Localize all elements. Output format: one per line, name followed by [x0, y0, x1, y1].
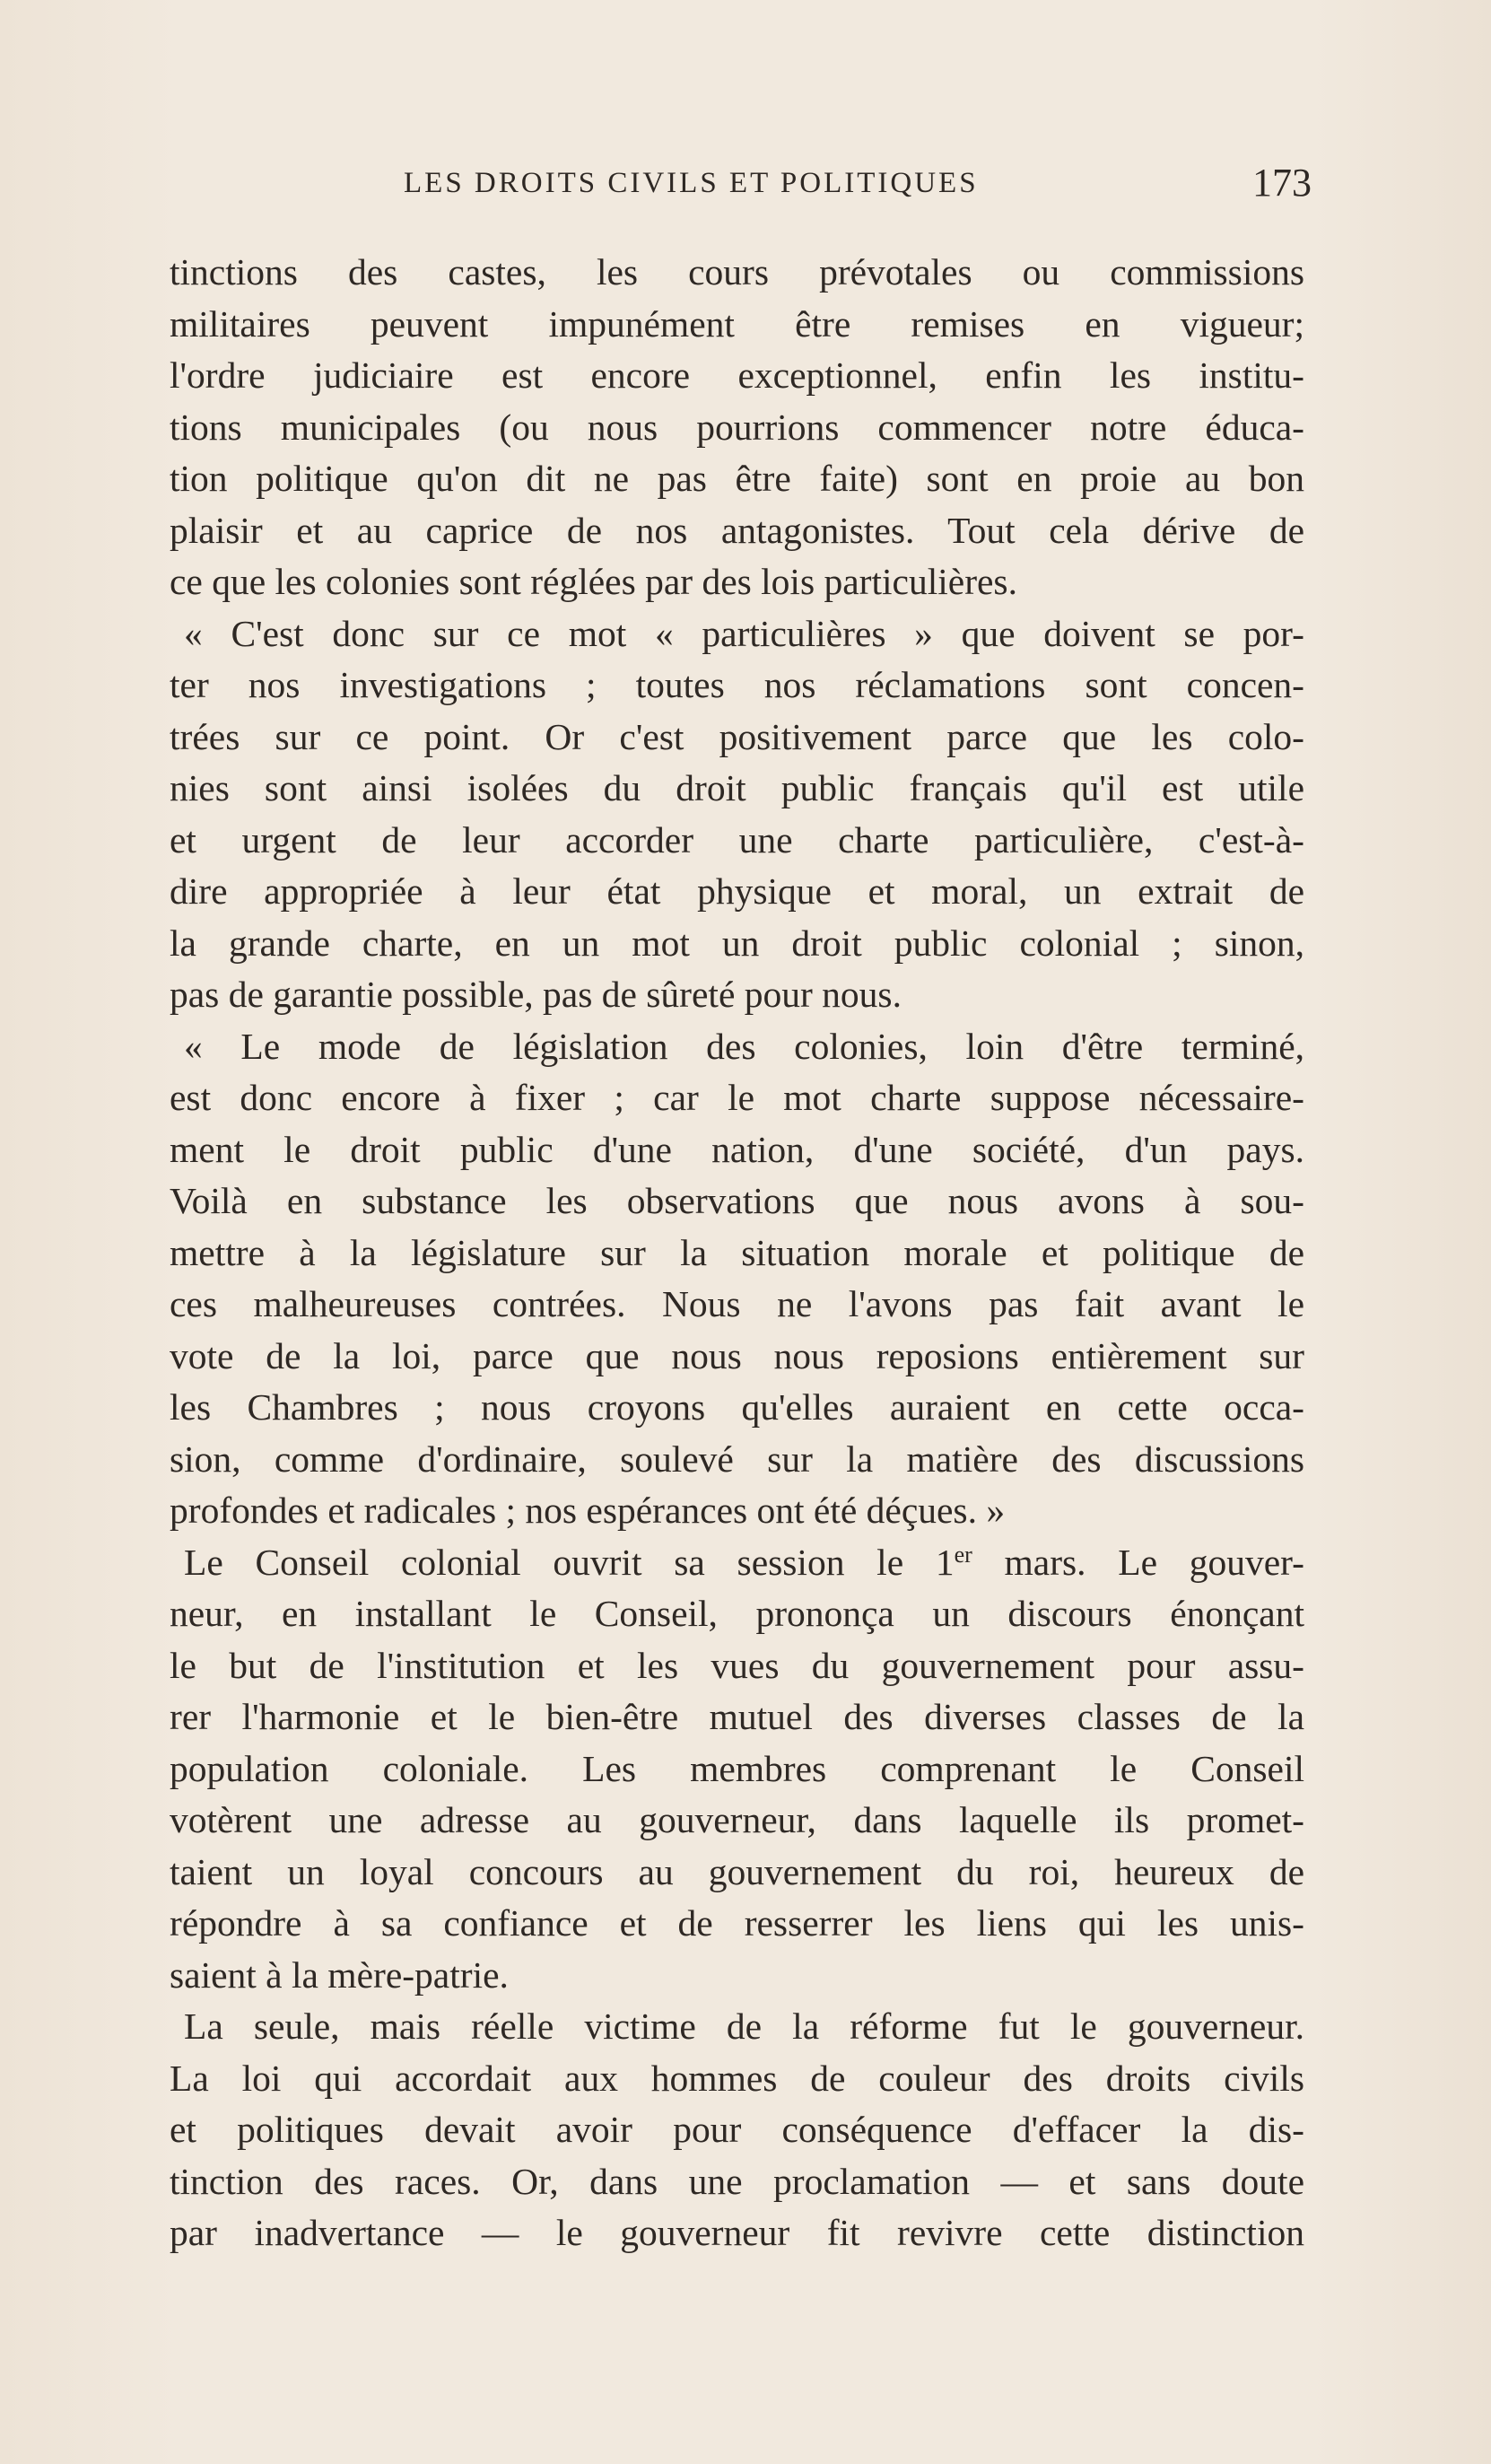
page-header	[404, 160, 1312, 210]
text-line: ter nos investigations ; toutes nos réclamations sont concen-	[170, 664, 1304, 705]
text-line: et urgent de leur accorder une charte particulière, c'est-à-	[170, 818, 1304, 861]
line-text-after-superscript: mars. Le gouver-	[972, 1541, 1304, 1583]
text-line: l'ordre judiciaire est encore exceptionnel, enfin les institu-	[170, 354, 1304, 396]
text-line: les Chambres ; nous croyons qu'elles auraient en cette occa-	[170, 1386, 1304, 1428]
text-line: mettre à la législature sur la situation morale et politique de	[170, 1231, 1304, 1273]
text-line: trées sur ce point. Or c'est positivement parce que les colo-	[170, 715, 1304, 757]
text-line: répondre à sa confiance et de resserrer les liens qui les unis-	[170, 1902, 1304, 1944]
text-line: tinctions des castes, les cours prévotales ou commissions	[170, 251, 1304, 293]
text-line: tinction des races. Or, dans une proclamation — et sans doute	[170, 2160, 1304, 2202]
text-line: profondes et radicales ; nos espérances ont été déçues. »	[170, 1490, 1006, 1531]
text-line: ces malheureuses contrées. Nous ne l'avons pas fait avant le	[170, 1283, 1304, 1324]
paragraph-first-line: « C'est donc sur ce mot « particulières » que doivent se por-	[184, 612, 1304, 654]
paragraph-first-line: « Le mode de législation des colonies, loin d'être terminé,	[184, 1025, 1304, 1067]
text-line: militaires peuvent impunément être remises en vigueur;	[170, 302, 1304, 345]
text-line: et politiques devait avoir pour conséquence d'effacer la dis-	[170, 2109, 1304, 2150]
text-line: population coloniale. Les membres comprenant le Conseil	[170, 1747, 1304, 1789]
text-line: Voilà en substance les observations que nous avons à sou-	[170, 1180, 1304, 1221]
body-text	[170, 247, 1304, 2275]
text-line: par inadvertance — le gouverneur fit revivre cette distinction	[170, 2212, 1304, 2253]
text-line: taient un loyal concours au gouvernement du roi, heureux de	[170, 1850, 1304, 1892]
text-line: dire appropriée à leur état physique et moral, un extrait de	[170, 870, 1304, 912]
text-line: rer l'harmonie et le bien-être mutuel des diverses classes de la	[170, 1696, 1304, 1737]
text-line: la grande charte, en un mot un droit public colonial ; sinon,	[170, 922, 1304, 964]
text-line: sion, comme d'ordinaire, soulevé sur la matière des discussions	[170, 1437, 1304, 1480]
text-line: votèrent une adresse au gouverneur, dans laquelle ils promet-	[170, 1799, 1304, 1840]
text-line: vote de la loi, parce que nous nous reposions entièrement sur	[170, 1334, 1304, 1376]
text-line: ce que les colonies sont réglées par des lois particulières.	[170, 561, 1017, 602]
text-line: saient à la mère-patrie.	[170, 1953, 509, 1996]
text-line: ment le droit public d'une nation, d'une société, d'un pays.	[170, 1128, 1304, 1170]
text-line: tion politique qu'on dit ne pas être faite) sont en proie au bon	[170, 458, 1304, 499]
text-line: nies sont ainsi isolées du droit public français qu'il est utile	[170, 767, 1304, 808]
text-line: tions municipales (ou nous pourrions commencer notre éduca-	[170, 406, 1304, 448]
ordinal-superscript: er	[954, 1541, 972, 1568]
line-text-before-superscript: Le Conseil colonial ouvrit sa session le 1	[184, 1541, 955, 1583]
page-number: 173	[1252, 161, 1312, 205]
text-line: neur, en installant le Conseil, prononça un discours énonçant	[170, 1593, 1304, 1634]
running-title: LES DROITS CIVILS ET POLITIQUES	[404, 167, 979, 199]
text-line: le but de l'institution et les vues du gouvernement pour assu-	[170, 1644, 1304, 1686]
text-line: pas de garantie possible, pas de sûreté pour nous.	[170, 974, 902, 1015]
text-line: est donc encore à fixer ; car le mot charte suppose nécessaire-	[170, 1077, 1304, 1118]
paragraph-first-line	[170, 1537, 1304, 1589]
text-line: plaisir et au caprice de nos antagonistes. Tout cela dérive de	[170, 509, 1304, 551]
text-line: La loi qui accordait aux hommes de couleur des droits civils	[170, 2057, 1304, 2099]
paragraph-first-line: La seule, mais réelle victime de la réforme fut le gouverneur.	[184, 2005, 1304, 2047]
